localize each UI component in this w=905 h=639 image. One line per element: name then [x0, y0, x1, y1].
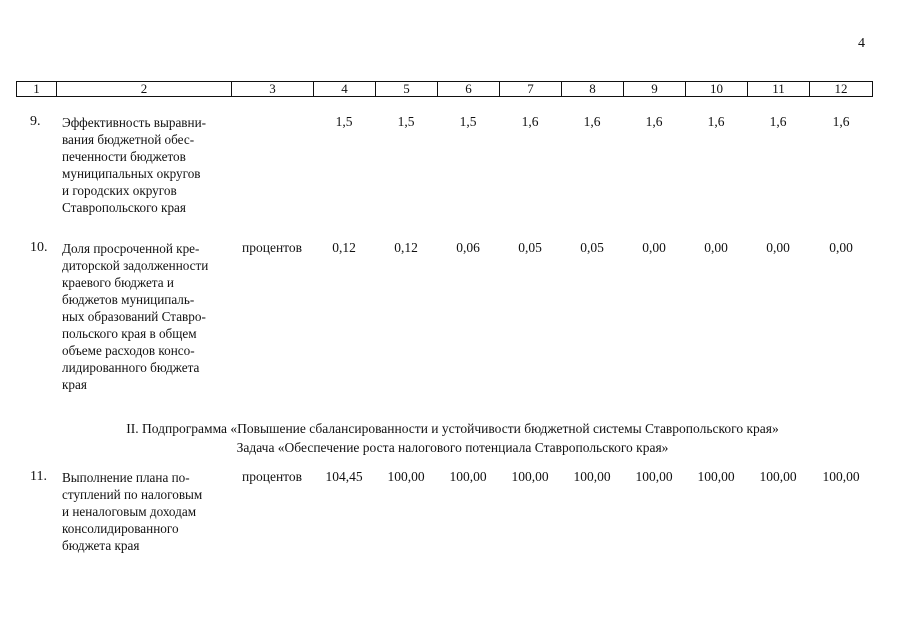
row-description: [62, 114, 232, 216]
desc-line: диторской задолженности: [62, 258, 209, 273]
desc-line: и городских округов: [62, 183, 177, 198]
value-cell: 0,12: [332, 240, 356, 255]
value-cell: 100,00: [573, 469, 611, 484]
header-cell: 4: [314, 82, 376, 96]
desc-line: ступлений по налоговым: [62, 487, 203, 502]
desc-line: ных образований Ставро-: [62, 309, 206, 324]
row-number: 10.: [30, 240, 48, 255]
desc-line: муниципальных округов: [62, 166, 201, 181]
value-cell: 0,00: [829, 240, 853, 255]
header-cell: 1: [17, 82, 57, 96]
desc-line: польского края в общем: [62, 326, 197, 341]
row-number: 9.: [30, 114, 41, 129]
header-cell: 9: [624, 82, 686, 96]
value-cell: 0,00: [642, 240, 666, 255]
desc-line: края: [62, 377, 87, 392]
value-cell: 100,00: [387, 469, 425, 484]
header-cell: 5: [376, 82, 438, 96]
desc-line: краевого бюджета и: [62, 275, 174, 290]
subprogram-title: II. Подпрограмма «Повышение сбалансированности и устойчивости бюджетной системы Ставропольского края»: [126, 421, 779, 436]
header-cell: 11: [748, 82, 810, 96]
desc-line: печенности бюджетов: [62, 149, 186, 164]
header-cell: 2: [57, 82, 232, 96]
value-cell: 0,05: [518, 240, 542, 255]
value-cell: 1,6: [583, 114, 601, 129]
table-header: [16, 81, 873, 97]
value-cell: 100,00: [759, 469, 797, 484]
row-description: [62, 469, 232, 554]
value-cell: 1,6: [707, 114, 725, 129]
desc-line: и неналоговым доходам: [62, 504, 197, 519]
value-cell: 0,00: [766, 240, 790, 255]
desc-line: вания бюджетной обес-: [62, 132, 195, 147]
value-cell: 1,5: [397, 114, 415, 129]
value-cell: 100,00: [697, 469, 735, 484]
header-cell: 12: [834, 81, 848, 96]
row-unit: процентов: [242, 240, 303, 255]
value-cell: 1,6: [769, 114, 787, 129]
page-number: 4: [858, 36, 865, 51]
value-cell: 0,06: [456, 240, 480, 255]
task-title: Задача «Обеспечение роста налогового потенциала Ставропольского края»: [236, 440, 669, 455]
desc-line: Доля просроченной кре-: [62, 241, 200, 256]
value-cell: 1,6: [832, 114, 850, 129]
value-cell: 100,00: [635, 469, 673, 484]
value-cell: 1,6: [521, 114, 539, 129]
header-cell: 6: [438, 82, 500, 96]
value-cell: 100,00: [511, 469, 549, 484]
value-cell: 1,6: [645, 114, 663, 129]
value-cell: 0,00: [704, 240, 728, 255]
desc-line: Выполнение плана по-: [62, 470, 190, 485]
row-number: 11.: [30, 469, 47, 484]
section-heading: [0, 419, 905, 457]
desc-line: лидированного бюджета: [62, 360, 200, 375]
desc-line: объеме расходов консо-: [62, 343, 195, 358]
desc-line: бюджетов муниципаль-: [62, 292, 195, 307]
desc-line: консолидированного: [62, 521, 179, 536]
desc-line: бюджета края: [62, 538, 140, 553]
value-cell: 104,45: [325, 469, 363, 484]
value-cell: 1,5: [335, 114, 353, 129]
value-cell: 100,00: [822, 469, 860, 484]
header-cell: 7: [500, 82, 562, 96]
value-cell: 1,5: [459, 114, 477, 129]
desc-line: Ставропольского края: [62, 200, 186, 215]
header-cell: 10: [686, 82, 748, 96]
value-cell: 0,12: [394, 240, 418, 255]
desc-line: Эффективность выравни-: [62, 115, 207, 130]
row-unit: процентов: [242, 469, 303, 484]
header-cell: 3: [232, 82, 314, 96]
value-cell: 100,00: [449, 469, 487, 484]
header-cell: 8: [562, 82, 624, 96]
row-description: [62, 240, 232, 393]
value-cell: 0,05: [580, 240, 604, 255]
